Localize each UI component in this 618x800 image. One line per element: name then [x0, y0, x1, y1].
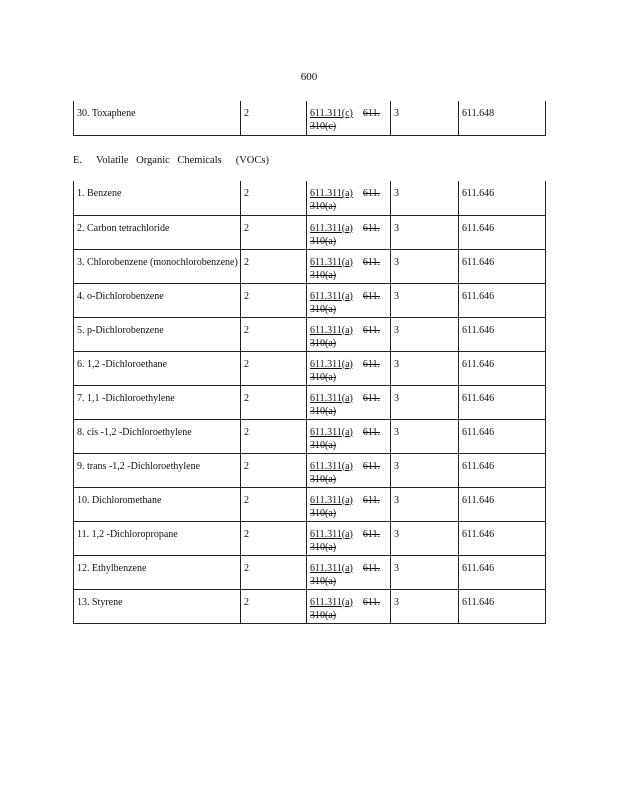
table-row	[74, 249, 546, 283]
old-reference-b: 310(a)	[310, 235, 337, 247]
cell-section: 611.646	[459, 283, 546, 317]
new-reference: 611.311(a)	[310, 256, 353, 268]
cell-reference	[307, 521, 391, 555]
cell-section: 611.646	[459, 555, 546, 589]
cell-col4: 3	[391, 215, 459, 249]
cell-contaminant: 30. Toxaphene	[74, 101, 241, 135]
new-reference: 611.311(a)	[310, 528, 353, 540]
cell-col2: 2	[241, 555, 307, 589]
cell-col4: 3	[391, 453, 459, 487]
cell-col2: 2	[241, 249, 307, 283]
cell-reference	[307, 101, 391, 135]
table-row	[74, 283, 546, 317]
table-row	[74, 351, 546, 385]
old-reference-b: 310(a)	[310, 269, 337, 281]
new-reference: 611.311(a)	[310, 494, 353, 506]
old-reference-b: 310(a)	[310, 507, 337, 519]
old-reference-a: 611.	[362, 392, 380, 404]
old-reference-a: 611.	[362, 324, 380, 336]
old-reference-b: 310(a)	[310, 303, 337, 315]
cell-contaminant: 2. Carbon tetrachloride	[74, 215, 241, 249]
new-reference: 611.311(a)	[310, 358, 353, 370]
cell-section: 611.646	[459, 181, 546, 215]
new-reference: 611.311(a)	[310, 392, 353, 404]
cell-col2: 2	[241, 487, 307, 521]
old-reference-a: 611.	[362, 358, 380, 370]
cell-col4: 3	[391, 487, 459, 521]
old-reference-b: 310(a)	[310, 609, 337, 621]
cell-contaminant: 1. Benzene	[74, 181, 241, 215]
cell-contaminant: 3. Chlorobenzene (monochlorobenzene)	[74, 249, 241, 283]
cell-col2: 2	[241, 283, 307, 317]
old-reference-a: 611.	[362, 108, 380, 119]
cell-reference	[307, 181, 391, 215]
old-reference-a: 611.	[362, 562, 380, 574]
new-reference: 611.311(a)	[310, 460, 353, 472]
cell-section: 611.646	[459, 487, 546, 521]
cell-reference	[307, 385, 391, 419]
new-reference: 611.311(a)	[310, 188, 353, 199]
cell-contaminant: 11. 1,2 -Dichloropropane	[74, 521, 241, 555]
cell-contaminant: 8. cis -1,2 -Dichloroethylene	[74, 419, 241, 453]
table-row	[74, 419, 546, 453]
cell-reference	[307, 215, 391, 249]
table-toxaphene	[73, 101, 546, 136]
cell-section: 611.646	[459, 215, 546, 249]
cell-col4: 3	[391, 521, 459, 555]
cell-col4: 3	[391, 249, 459, 283]
cell-col4: 3	[391, 181, 459, 215]
cell-reference	[307, 351, 391, 385]
cell-reference	[307, 283, 391, 317]
cell-section: 611.646	[459, 249, 546, 283]
new-reference: 611.311(c)	[310, 108, 353, 119]
cell-col4: 3	[391, 317, 459, 351]
cell-contaminant: 4. o-Dichlorobenzene	[74, 283, 241, 317]
cell-col2: 2	[241, 181, 307, 215]
old-reference-a: 611.	[362, 426, 380, 438]
cell-reference	[307, 419, 391, 453]
old-reference-a: 611.	[362, 460, 380, 472]
section-heading	[73, 155, 269, 166]
section-letter: E.	[73, 155, 83, 166]
old-reference-b: 310(a)	[310, 541, 337, 553]
cell-col2: 2	[241, 589, 307, 623]
table-row	[74, 487, 546, 521]
cell-reference	[307, 453, 391, 487]
table-row	[74, 555, 546, 589]
new-reference: 611.311(a)	[310, 290, 353, 302]
old-reference-b: 310(a)	[310, 439, 337, 451]
cell-reference	[307, 589, 391, 623]
cell-col2: 2	[241, 351, 307, 385]
old-reference-b: 310(c)	[310, 121, 337, 132]
old-reference-b: 310(a)	[310, 201, 337, 212]
table-row	[74, 101, 546, 135]
cell-col4: 3	[391, 589, 459, 623]
table-row	[74, 317, 546, 351]
cell-col4: 3	[391, 351, 459, 385]
new-reference: 611.311(a)	[310, 222, 353, 234]
cell-col4: 3	[391, 419, 459, 453]
new-reference: 611.311(a)	[310, 324, 353, 336]
cell-contaminant: 12. Ethylbenzene	[74, 555, 241, 589]
new-reference: 611.311(a)	[310, 426, 353, 438]
table-row	[74, 521, 546, 555]
cell-section: 611.646	[459, 589, 546, 623]
cell-contaminant: 5. p-Dichlorobenzene	[74, 317, 241, 351]
cell-section: 611.646	[459, 317, 546, 351]
old-reference-b: 310(a)	[310, 575, 337, 587]
cell-col4: 3	[391, 283, 459, 317]
new-reference: 611.311(a)	[310, 562, 353, 574]
cell-section: 611.646	[459, 419, 546, 453]
old-reference-a: 611.	[362, 494, 380, 506]
table-row	[74, 589, 546, 623]
cell-section: 611.648	[459, 101, 546, 135]
cell-contaminant: 10. Dichloromethane	[74, 487, 241, 521]
old-reference-b: 310(a)	[310, 405, 337, 417]
table-row	[74, 385, 546, 419]
old-reference-b: 310(a)	[310, 473, 337, 485]
cell-reference	[307, 249, 391, 283]
old-reference-b: 310(a)	[310, 337, 337, 349]
old-reference-a: 611.	[362, 290, 380, 302]
cell-section: 611.646	[459, 453, 546, 487]
old-reference-a: 611.	[362, 188, 380, 199]
cell-contaminant: 13. Styrene	[74, 589, 241, 623]
old-reference-a: 611.	[362, 256, 380, 268]
cell-col2: 2	[241, 101, 307, 135]
cell-contaminant: 9. trans -1,2 -Dichloroethylene	[74, 453, 241, 487]
cell-reference	[307, 555, 391, 589]
cell-section: 611.646	[459, 385, 546, 419]
cell-col4: 3	[391, 101, 459, 135]
cell-section: 611.646	[459, 521, 546, 555]
cell-col2: 2	[241, 453, 307, 487]
cell-col2: 2	[241, 317, 307, 351]
old-reference-b: 310(a)	[310, 371, 337, 383]
page-number: 600	[300, 71, 318, 83]
cell-contaminant: 6. 1,2 -Dichloroethane	[74, 351, 241, 385]
cell-col4: 3	[391, 555, 459, 589]
old-reference-a: 611.	[362, 222, 380, 234]
cell-reference	[307, 487, 391, 521]
cell-reference	[307, 317, 391, 351]
cell-col2: 2	[241, 215, 307, 249]
section-abbr: (VOCs)	[235, 155, 269, 166]
cell-section: 611.646	[459, 351, 546, 385]
new-reference: 611.311(a)	[310, 596, 353, 608]
cell-col2: 2	[241, 385, 307, 419]
cell-col4: 3	[391, 385, 459, 419]
cell-col2: 2	[241, 521, 307, 555]
table-vocs	[73, 181, 546, 624]
table-row	[74, 215, 546, 249]
section-title: Volatile Organic Chemicals	[96, 155, 222, 166]
cell-contaminant: 7. 1,1 -Dichloroethylene	[74, 385, 241, 419]
cell-col2: 2	[241, 419, 307, 453]
table-row	[74, 453, 546, 487]
table-row	[74, 181, 546, 215]
old-reference-a: 611.	[362, 528, 380, 540]
old-reference-a: 611.	[362, 596, 380, 608]
